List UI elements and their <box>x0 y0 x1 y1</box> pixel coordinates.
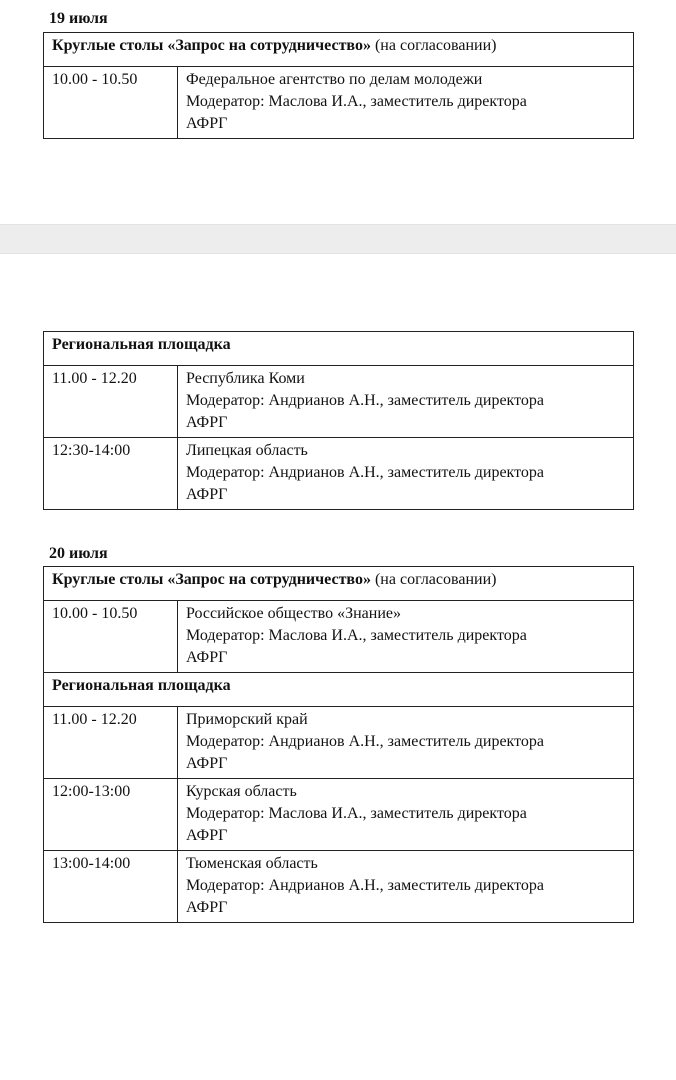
event-cell <box>178 707 634 779</box>
table-row <box>44 851 634 923</box>
table-row <box>44 438 634 510</box>
section-title <box>44 332 634 366</box>
event-title: Курская область <box>186 783 297 800</box>
section-title-bold: Круглые столы «Запрос на сотрудничество» <box>52 37 371 54</box>
event-cell <box>178 601 634 673</box>
table-row <box>44 366 634 438</box>
schedule-table-20-july <box>43 566 634 923</box>
time-cell: 10.00 - 10.50 <box>44 601 178 673</box>
moderator: Модератор: Андрианов А.Н., заместитель директора <box>186 733 544 750</box>
section-header-row <box>44 332 634 366</box>
page-separator <box>0 224 676 254</box>
table-row <box>44 779 634 851</box>
event-title: Российское общество «Знание» <box>186 605 401 622</box>
organization: АФРГ <box>186 827 228 844</box>
section-title-note: (на согласовании) <box>370 571 497 588</box>
section-header-row <box>44 673 634 707</box>
time-cell: 13:00-14:00 <box>44 851 178 923</box>
time-cell: 12:30-14:00 <box>44 438 178 510</box>
section-title <box>44 567 634 601</box>
moderator: Модератор: Маслова И.А., заместитель директора <box>186 93 527 110</box>
section-title <box>44 673 634 707</box>
event-title: Липецкая область <box>186 442 308 459</box>
organization: АФРГ <box>186 649 228 666</box>
section-title-bold: Региональная площадка <box>52 336 231 353</box>
date-heading-19-july: 19 июля <box>49 10 108 27</box>
moderator: Модератор: Андрианов А.Н., заместитель директора <box>186 464 544 481</box>
event-title: Федеральное агентство по делам молодежи <box>186 71 483 88</box>
event-cell <box>178 779 634 851</box>
table-row <box>44 601 634 673</box>
organization: АФРГ <box>186 755 228 772</box>
organization: АФРГ <box>186 414 228 431</box>
section-header-row <box>44 567 634 601</box>
section-header-row <box>44 33 634 67</box>
section-title <box>44 33 634 67</box>
event-title: Приморский край <box>186 711 308 728</box>
time-cell: 12:00-13:00 <box>44 779 178 851</box>
section-title-note: (на согласовании) <box>370 37 497 54</box>
organization: АФРГ <box>186 486 228 503</box>
time-cell: 11.00 - 12.20 <box>44 707 178 779</box>
table-row <box>44 707 634 779</box>
organization: АФРГ <box>186 899 228 916</box>
moderator: Модератор: Маслова И.А., заместитель директора <box>186 805 527 822</box>
schedule-table-19-july <box>43 32 634 139</box>
event-cell <box>178 366 634 438</box>
event-cell <box>178 67 634 139</box>
event-cell <box>178 438 634 510</box>
time-cell: 10.00 - 10.50 <box>44 67 178 139</box>
moderator: Модератор: Маслова И.А., заместитель директора <box>186 627 527 644</box>
schedule-table-regional-19-july <box>43 331 634 510</box>
event-cell <box>178 851 634 923</box>
date-heading-20-july: 20 июля <box>49 545 108 562</box>
event-title: Тюменская область <box>186 855 318 872</box>
organization: АФРГ <box>186 115 228 132</box>
moderator: Модератор: Андрианов А.Н., заместитель директора <box>186 392 544 409</box>
time-cell: 11.00 - 12.20 <box>44 366 178 438</box>
moderator: Модератор: Андрианов А.Н., заместитель директора <box>186 877 544 894</box>
table-row <box>44 67 634 139</box>
section-title-bold: Региональная площадка <box>52 677 231 694</box>
event-title: Республика Коми <box>186 370 305 387</box>
section-title-bold: Круглые столы «Запрос на сотрудничество» <box>52 571 371 588</box>
